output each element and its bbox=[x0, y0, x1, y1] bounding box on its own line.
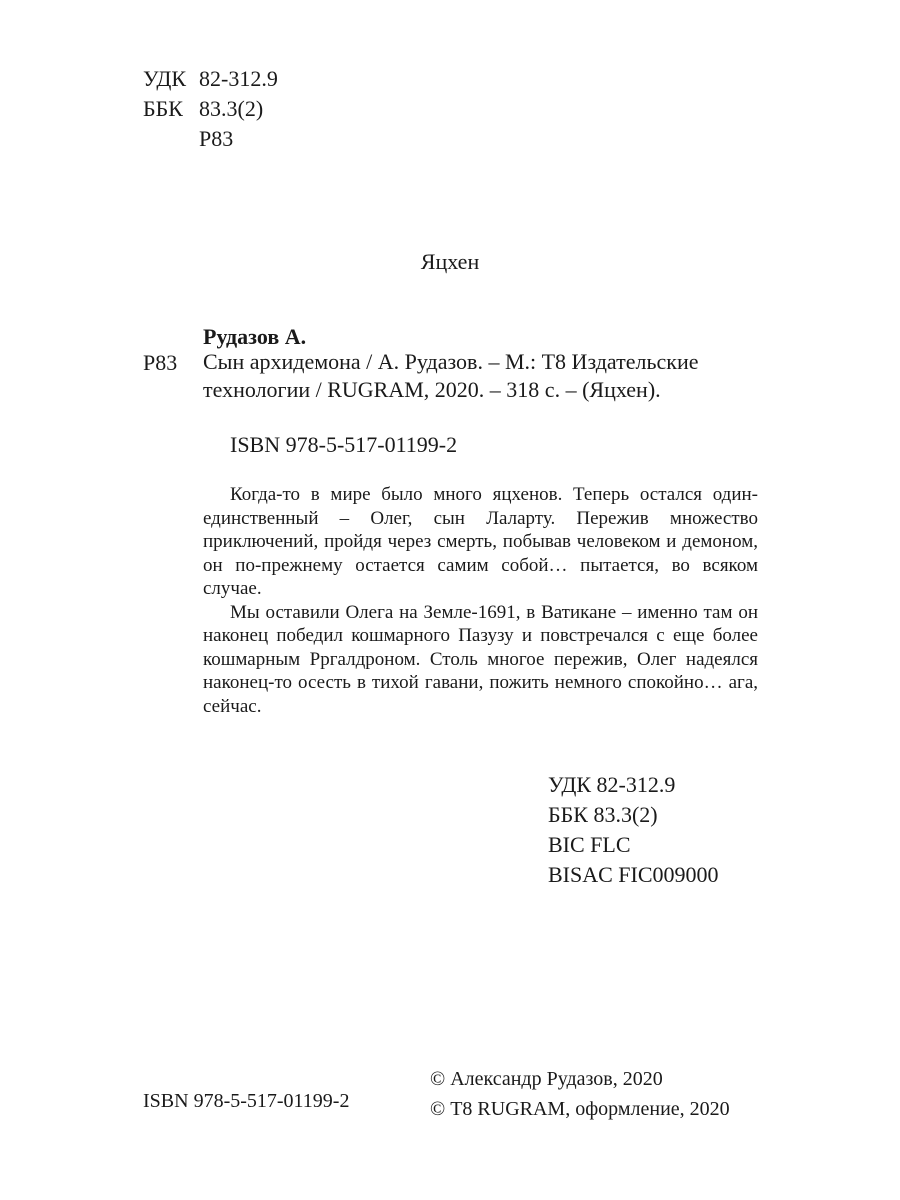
author-mark: Р83 bbox=[199, 126, 234, 151]
catalog-author: Рудазов А. bbox=[203, 324, 307, 349]
bbk-label: ББК bbox=[143, 96, 183, 121]
bbk-value: 83.3(2) bbox=[199, 96, 264, 121]
bibliographic-description bbox=[203, 348, 758, 404]
footer-isbn: ISBN 978-5-517-01199-2 bbox=[143, 1090, 350, 1112]
catalog-isbn: ISBN 978-5-517-01199-2 bbox=[230, 432, 458, 457]
bibliographic-line: Сын архидемона / А. Рудазов. – М.: Т8 Издательские bbox=[203, 349, 699, 374]
copyright-publisher: © Т8 RUGRAM, оформление, 2020 bbox=[430, 1098, 730, 1120]
bisac-code: BISAC FIC009000 bbox=[548, 862, 719, 887]
series-title: Яцхен bbox=[420, 249, 480, 274]
udk-row bbox=[143, 64, 278, 94]
bibliographic-line: технологии / RUGRAM, 2020. – 318 с. – (Яцхен). bbox=[203, 377, 661, 402]
annotation-paragraph: Мы оставили Олега на Земле-1691, в Ватикане – именно там он наконец победил кошмарного Пазузу и повстречался с еще более кошмарным Рргалдроном. Столь многое пережив, Олег надеялся наконец-то осесть в тихой гавани, пожить немного спокойно… ага, сейчас. bbox=[203, 601, 758, 717]
catalog-code: Р83 bbox=[143, 350, 178, 375]
annotation bbox=[203, 483, 758, 718]
copyright-block bbox=[430, 1064, 730, 1124]
annotation-paragraph: Когда-то в мире было много яцхенов. Теперь остался один-единственный – Олег, сын Лаларту. Пережив множество приключений, пройдя через смерть, побывав человеком и демоном, он по-прежнему остается самим собой… пытается, во всяком случае. bbox=[203, 484, 758, 599]
udk-code: УДК 82-312.9 bbox=[548, 772, 676, 797]
top-classification-block bbox=[143, 64, 278, 154]
copyright-author: © Александр Рудазов, 2020 bbox=[430, 1068, 663, 1090]
bbk-row bbox=[143, 94, 278, 124]
classification-codes bbox=[548, 770, 719, 890]
author-mark-row bbox=[143, 124, 278, 154]
udk-label: УДК bbox=[143, 66, 187, 91]
udk-value: 82-312.9 bbox=[199, 66, 278, 91]
bic-code: BIC FLC bbox=[548, 832, 631, 857]
bbk-code: ББК 83.3(2) bbox=[548, 802, 658, 827]
